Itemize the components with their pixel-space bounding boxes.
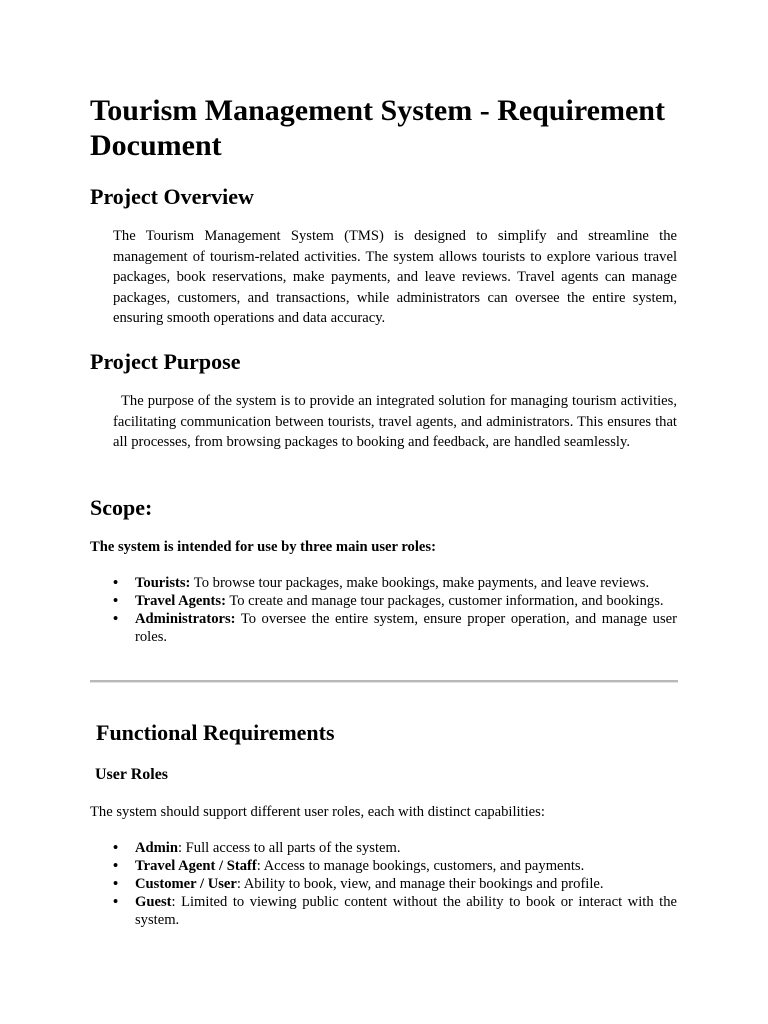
overview-paragraph: The Tourism Management System (TMS) is designed to simplify and streamline the management of tourism-related activities. The system allows tourists to explore various travel packages, book reservations, make payments, and leave reviews. Travel agents can manage packages, customers, and transactions, while administrators can oversee the entire system, ensuring smooth operations and data accuracy.	[113, 228, 677, 327]
bullet-icon: •	[113, 840, 119, 856]
scope-item-term: Tourists:	[135, 575, 191, 591]
document-title: Tourism Management System - Requirement Document	[90, 94, 665, 162]
user-roles-intro: The system should support different user roles, each with distinct capabilities:	[90, 804, 545, 820]
user-role-text: : Access to manage bookings, customers, and payments.	[256, 858, 585, 874]
user-role-travel-agent	[90, 857, 677, 875]
scope-item-term: Travel Agents:	[135, 593, 226, 609]
user-role-text: : Ability to book, view, and manage their bookings and profile.	[236, 876, 604, 892]
bullet-icon: •	[113, 593, 119, 609]
user-role-term: Admin	[135, 840, 178, 856]
user-role-text: : Full access to all parts of the system.	[177, 840, 401, 856]
scope-item-text: To oversee the entire system, ensure proper operation, and manage user roles.	[135, 611, 677, 645]
user-roles-list	[90, 839, 677, 929]
scope-item-text: To create and manage tour packages, customer information, and bookings.	[225, 593, 664, 609]
user-role-guest	[90, 893, 677, 929]
user-role-term: Travel Agent / Staff	[135, 858, 257, 874]
scope-item-term: Administrators:	[135, 611, 236, 627]
user-role-term: Guest	[135, 894, 172, 910]
scope-item-travel-agents	[90, 592, 677, 610]
user-role-customer	[90, 875, 677, 893]
user-role-term: Customer / User	[135, 876, 237, 892]
horizontal-divider	[90, 680, 678, 683]
user-role-text: : Limited to viewing public content without the ability to book or interact with the system.	[135, 894, 677, 928]
purpose-heading: Project Purpose	[90, 349, 241, 374]
scope-heading: Scope:	[90, 495, 153, 520]
bullet-icon: •	[113, 876, 119, 892]
user-roles-heading: User Roles	[95, 766, 169, 783]
bullet-icon: •	[113, 858, 119, 874]
bullet-icon: •	[113, 894, 119, 910]
scope-list	[90, 574, 677, 646]
bullet-icon: •	[113, 611, 119, 627]
scope-item-text: To browse tour packages, make bookings, make payments, and leave reviews.	[190, 575, 650, 591]
overview-heading: Project Overview	[90, 184, 254, 209]
bullet-icon: •	[113, 575, 119, 591]
scope-item-administrators	[90, 610, 677, 646]
purpose-paragraph: The purpose of the system is to provide an integrated solution for managing tourism activities, facilitating communication between tourists, travel agents, and administrators. This ensures that all processes, from browsing packages to booking and feedback, are handled seamlessly.	[113, 393, 677, 451]
functional-heading: Functional Requirements	[96, 720, 335, 745]
scope-intro: The system is intended for use by three main user roles:	[90, 539, 436, 555]
user-role-admin	[90, 839, 677, 857]
scope-item-tourists	[90, 574, 677, 592]
